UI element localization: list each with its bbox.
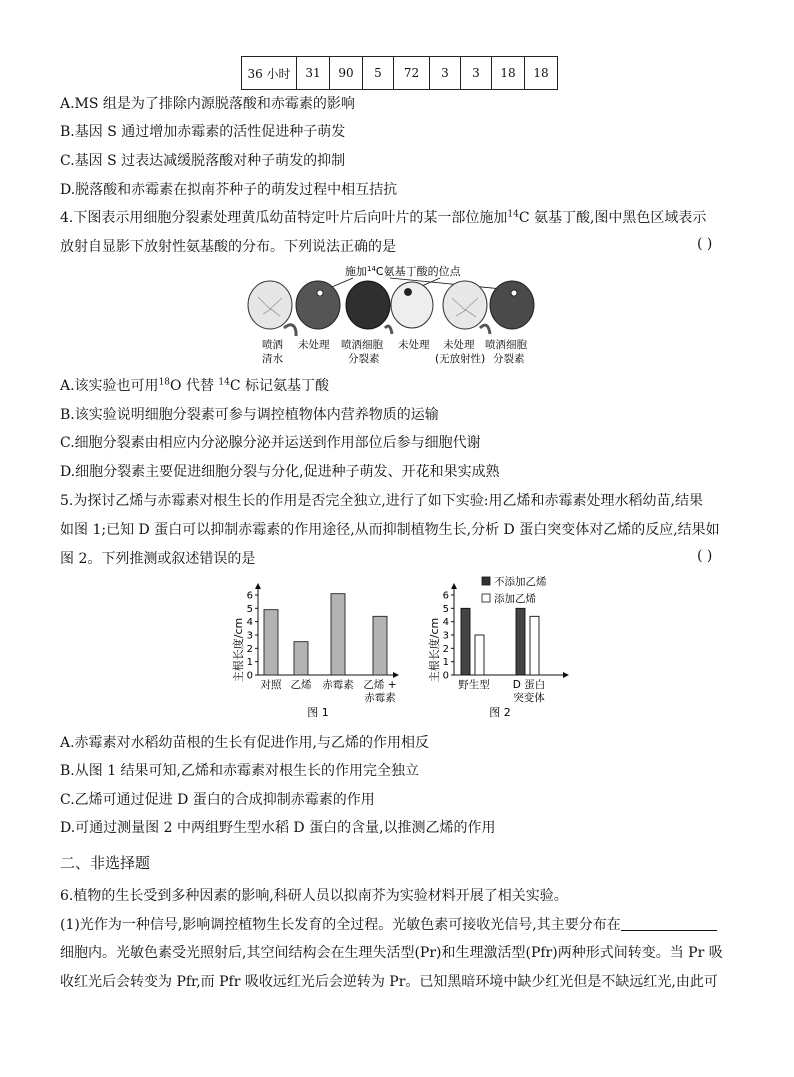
x-tick-label: 乙烯	[290, 679, 312, 691]
leaf-pair-cytokinin-treated	[346, 281, 433, 334]
q4-option-a: A.该实验也可用$^{18}$O 代替 $^{14}$C 标记氨基丁酸	[60, 377, 330, 394]
x-tick-label: 突变体	[513, 692, 545, 704]
y-axis-arrow	[255, 583, 261, 589]
chart-title: 图 2	[489, 706, 511, 719]
y-tick-label: 2	[246, 643, 253, 655]
q5-option-d: D.可通过测量图 2 中两组野生型水稻 D 蛋白的含量,以推测乙烯的作用	[60, 820, 496, 836]
leaf-pair-no-radioactivity	[443, 281, 534, 334]
leaf-label: 分裂素	[348, 353, 380, 365]
x-axis-arrow	[393, 672, 399, 678]
chart-title: 图 1	[307, 706, 329, 719]
table-cell: 3	[461, 57, 492, 90]
y-tick-label: 3	[246, 630, 253, 642]
y-tick-label: 3	[442, 630, 449, 642]
leaf-label: 未处理	[443, 339, 475, 351]
q3-option-d: D.脱落酸和赤霉素在拟南芥种子的萌发过程中相互拮抗	[60, 182, 398, 198]
y-tick-label: 1	[442, 657, 449, 669]
q3-option-c: C.基因 S 过表达减缓脱落酸对种子萌发的抑制	[60, 153, 346, 169]
legend-label: 添加乙烯	[494, 593, 536, 605]
y-axis-label: 主根长度/cm	[428, 617, 441, 683]
leaf-pair-water	[248, 281, 340, 336]
leaf-label: 喷洒	[262, 339, 283, 351]
q5-answer-paren: ( )	[697, 548, 713, 564]
q6-stem-line3: 细胞内。光敏色素受光照射后,其空间结构会在生理失活型(Pr)和生理激活型(Pfr)两种形式间转变。当 Pr 吸	[60, 945, 723, 961]
x-tick-label: 乙烯 +	[363, 679, 397, 691]
y-tick-label: 4	[246, 617, 253, 629]
leaf-label: 未处理	[398, 339, 430, 351]
q3-option-b: B.基因 S 通过增加赤霉素的活性促进种子萌发	[60, 124, 346, 140]
y-tick-label: 6	[246, 590, 253, 602]
legend-swatch-ethylene	[482, 594, 490, 602]
bar	[475, 635, 484, 675]
x-tick-label: 野生型	[458, 679, 490, 691]
table-cell: 36 小时	[242, 57, 297, 90]
table-cell: 5	[363, 57, 394, 90]
q6-stem-line2: (1)光作为一种信号,影响调控植物生长发育的全过程。光敏色素可接收光信号,其主要分布在	[60, 914, 717, 934]
bar	[264, 610, 278, 675]
q5-stem-line1: 5.为探讨乙烯与赤霉素对根生长的作用是否完全独立,进行了如下实验:用乙烯和赤霉素处理水稻幼苗,结果	[60, 493, 703, 509]
x-tick-label: 对照	[260, 679, 282, 691]
leaf-label: 清水	[262, 353, 283, 365]
figure-2-bar-chart	[418, 572, 588, 720]
table-cell: 18	[492, 57, 525, 90]
y-tick-label: 5	[246, 603, 253, 615]
q5-stem-line3: 图 2。下列推测或叙述错误的是	[60, 551, 256, 567]
x-tick-label: D 蛋白	[512, 679, 546, 691]
section-heading: 二、非选择题	[60, 854, 151, 872]
bar	[530, 616, 539, 675]
leaf-label: 分裂素	[493, 353, 525, 365]
x-axis-arrow	[563, 672, 569, 678]
q4-option-b: B.该实验说明细胞分裂素可参与调控植物体内营养物质的运输	[60, 407, 439, 423]
data-table	[241, 56, 558, 90]
q5-stem-line2: 如图 1;已知 D 蛋白可以抑制赤霉素的作用途径,从而抑制植物生长,分析 D 蛋白突变体对乙烯的反应,结果如	[60, 522, 720, 538]
table-cell: 72	[394, 57, 430, 90]
q3-option-a: A.MS 组是为了排除内源脱落酸和赤霉素的影响	[60, 96, 355, 112]
q5-option-a: A.赤霉素对水稻幼苗根的生长有促进作用,与乙烯的作用相反	[60, 735, 430, 751]
q6-stem-line4: 收红光后会转变为 Pfr,而 Pfr 吸收远红光后会逆转为 Pr。已知黑暗环境中缺少红光但是不缺远红光,由此可	[60, 974, 718, 990]
q4-stem-line2: 放射自显影下放射性氨基酸的分布。下列说法正确的是	[60, 239, 396, 255]
figure-callout-label: 施加$^{14}$C氨基丁酸的位点	[345, 265, 461, 278]
y-tick-label: 0	[246, 670, 253, 682]
leaf-label: 喷洒细胞	[485, 339, 527, 351]
bar	[373, 616, 387, 675]
q4-stem-line1: 4.下图表示用细胞分裂素处理黄瓜幼苗特定叶片后向叶片的某一部位施加$^{14}$C 氨基丁酸,图中黑色区域表示	[60, 209, 707, 226]
table-cell: 31	[297, 57, 330, 90]
table-cell: 18	[525, 57, 558, 90]
bar	[516, 608, 525, 675]
legend-swatch-no-ethylene	[482, 577, 490, 585]
q4-option-d: D.细胞分裂素主要促进细胞分裂与分化,促进种子萌发、开花和果实成熟	[60, 464, 500, 480]
y-tick-label: 5	[442, 603, 449, 615]
leaf-autoradiograph-figure	[240, 262, 540, 368]
figure-1-bar-chart	[226, 580, 401, 720]
x-tick-label: 赤霉素	[322, 679, 354, 691]
table-row	[242, 57, 558, 90]
y-tick-label: 0	[442, 670, 449, 682]
bar	[294, 642, 308, 675]
bar	[461, 608, 470, 675]
table-cell: 3	[430, 57, 461, 90]
bar	[331, 594, 345, 675]
y-tick-label: 4	[442, 617, 449, 629]
y-tick-label: 6	[442, 590, 449, 602]
q6-stem-line1: 6.植物的生长受到多种因素的影响,科研人员以拟南芥为实验材料开展了相关实验。	[60, 888, 568, 904]
y-tick-label: 2	[442, 643, 449, 655]
leaf-label: (无放射性)	[435, 353, 486, 365]
q5-option-b: B.从图 1 结果可知,乙烯和赤霉素对根生长的作用完全独立	[60, 763, 419, 779]
q5-option-c: C.乙烯可通过促进 D 蛋白的合成抑制赤霉素的作用	[60, 792, 375, 808]
y-axis-arrow	[451, 583, 457, 589]
leaf-label: 喷洒细胞	[341, 339, 383, 351]
y-tick-label: 1	[246, 657, 253, 669]
legend-label: 不添加乙烯	[494, 576, 547, 588]
y-axis-label: 主根长度/cm	[232, 617, 245, 683]
q4-option-c: C.细胞分裂素由相应内分泌腺分泌并运送到作用部位后参与细胞代谢	[60, 435, 481, 451]
q4-answer-paren: ( )	[697, 236, 713, 252]
x-tick-label: 赤霉素	[364, 692, 396, 704]
answer-blank[interactable]	[621, 916, 717, 931]
leaf-label: 未处理	[298, 339, 330, 351]
table-cell: 90	[330, 57, 363, 90]
